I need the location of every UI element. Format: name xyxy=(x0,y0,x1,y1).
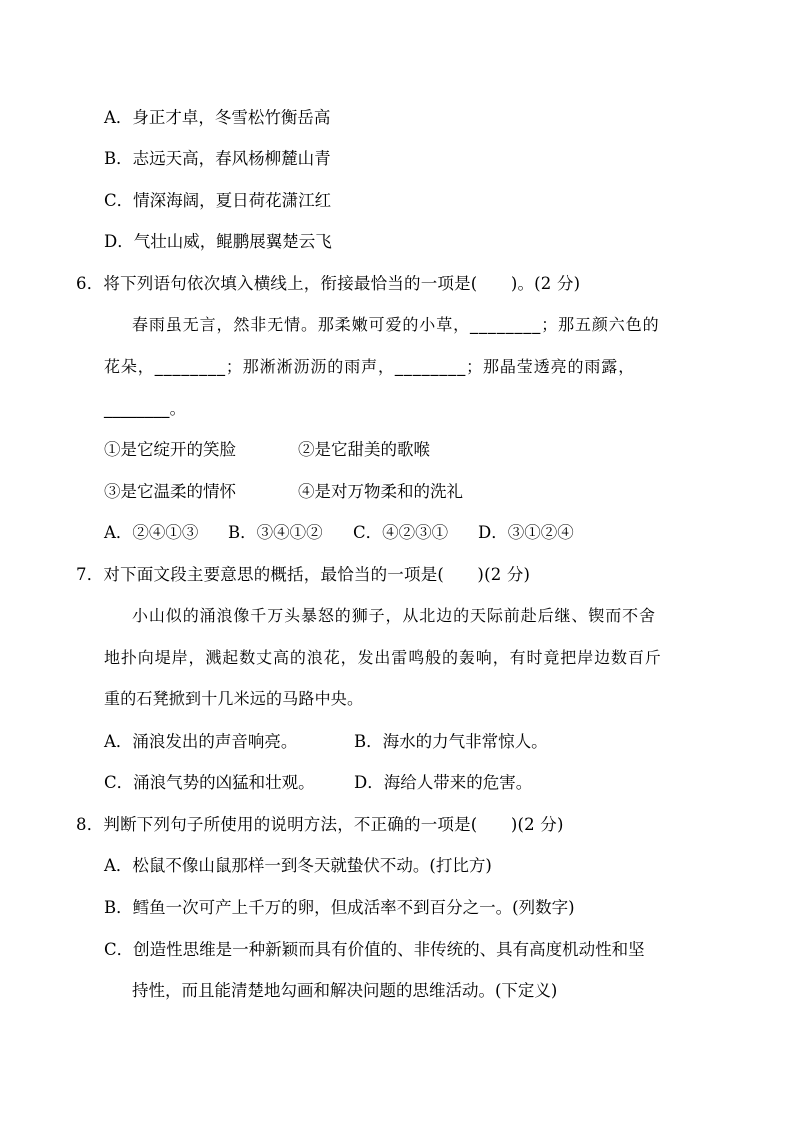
q6-passage-line-2: 花朵，________；那淅淅沥沥的雨声，________；那晶莹透亮的雨露， xyxy=(104,357,636,376)
q7-passage-line-1: 小山似的涌浪像千万头暴怒的狮子，从北边的天际前赴后继、锲而不舍 xyxy=(132,606,656,625)
q5-option-a: A．身正才卓，冬雪松竹衡岳高 xyxy=(104,108,331,127)
q7-choice-a: A．涌浪发出的声音响亮。 xyxy=(104,732,298,751)
q8-choice-b: B．鳕鱼一次可产上千万的卵，但成活率不到百分之一。(列数字) xyxy=(104,898,575,917)
q6-choice-c: C．④②③① xyxy=(353,523,449,542)
q7-choice-b: B．海水的力气非常惊人。 xyxy=(354,732,548,751)
q8-choice-c-line-1: C．创造性思维是一种新颖而具有价值的、非传统的、具有高度机动性和坚 xyxy=(104,940,645,959)
q8-choice-c-line-2: 持性，而且能清楚地勾画和解决问题的思维活动。(下定义) xyxy=(132,981,558,1000)
q6-choice-b: B．③④①② xyxy=(228,523,323,542)
q6-passage-line-1: 春雨虽无言，然非无情。那柔嫩可爱的小草，________；那五颜六色的 xyxy=(132,315,660,334)
q7-choice-c: C．涌浪气势的凶猛和壮观。 xyxy=(104,773,315,792)
q6-item-1: ①是它绽开的笑脸 xyxy=(104,440,236,459)
q7-passage-line-2: 地扑向堤岸，溅起数丈高的浪花，发出雷鸣般的轰响，有时竟把岸边数百斤 xyxy=(104,648,662,667)
q6-item-2: ②是它甜美的歌喉 xyxy=(298,440,430,459)
q6-stem: 6．将下列语句依次填入横线上，衔接最恰当的一项是( )。(2 分) xyxy=(76,274,581,293)
q7-passage-line-3: 重的石凳掀到十几米远的马路中央。 xyxy=(104,689,364,708)
q8-stem: 8．判断下列句子所使用的说明方法，不正确的一项是( )(2 分) xyxy=(76,815,564,834)
q6-choice-d: D．③①②④ xyxy=(478,523,574,542)
q7-choice-d: D．海给人带来的危害。 xyxy=(354,773,533,792)
q6-passage-line-3: ________。 xyxy=(104,399,186,418)
q7-stem: 7．对下面文段主要意思的概括，最恰当的一项是( )(2 分) xyxy=(76,565,531,584)
q8-choice-a: A．松鼠不像山鼠那样一到冬天就蛰伏不动。(打比方) xyxy=(104,856,492,875)
q6-choice-a: A．②④①③ xyxy=(104,523,199,542)
q5-option-b: B．志远天高，春风杨柳麓山青 xyxy=(104,149,331,168)
q6-item-4: ④是对万物柔和的洗礼 xyxy=(298,482,463,501)
q5-option-d: D．气壮山威，鲲鹏展翼楚云飞 xyxy=(104,232,332,251)
q5-option-c: C．情深海阔，夏日荷花潇江红 xyxy=(104,191,332,210)
q6-item-3: ③是它温柔的情怀 xyxy=(104,482,236,501)
